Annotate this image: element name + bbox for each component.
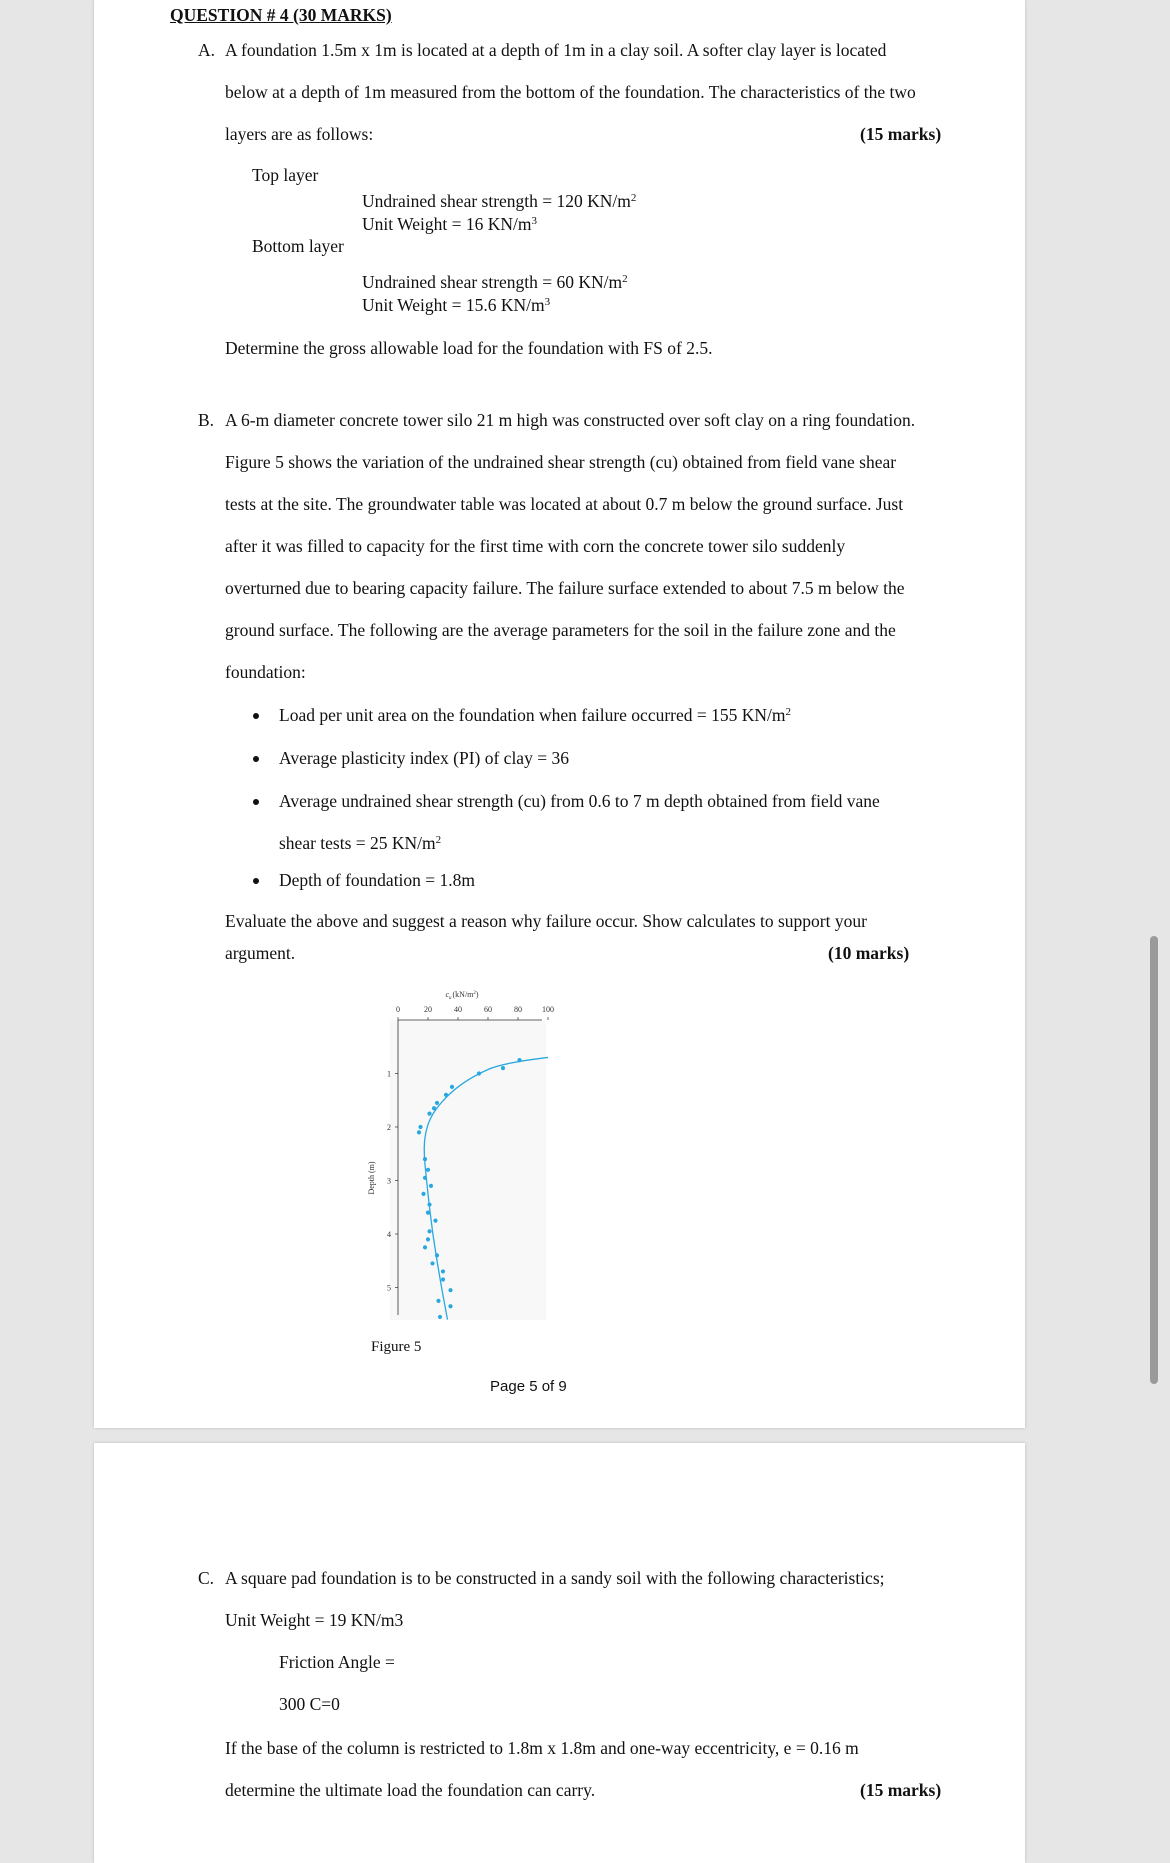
bullet-cu-line-1: Average undrained shear strength (cu) from 0.6 to 7 m depth obtained from field vane [279,791,880,811]
part-a-label: A. [198,40,216,60]
y-tick-label-5: 5 [387,1283,391,1293]
part-c-line-2: Unit Weight = 19 KN/m3 [225,1610,404,1630]
bullet-dot [253,713,259,719]
y-tick-label-2: 2 [387,1123,391,1132]
data-point-14 [429,1184,433,1188]
vertical-scrollbar[interactable] [1150,936,1158,1384]
part-b-eval-line-2: argument. [225,943,296,963]
part-a-line-3: layers are as follows: [225,124,374,144]
part-b-line-5: overturned due to bearing capacity failure. The failure surface extended to about 7.5 m below the [225,578,905,598]
part-b-line-1: A 6-m diameter concrete tower silo 21 m high was constructed over soft clay on a ring foundation. [225,410,916,430]
bullet-dot [253,878,259,884]
data-point-15 [421,1192,425,1196]
part-a-line-1: A foundation 1.5m x 1m is located at a depth of 1m in a clay soil. A softer clay layer is located [225,40,887,60]
part-a-marks: (15 marks) [860,124,942,144]
part-c-line-4: 300 C=0 [279,1694,340,1714]
x-tick-label-20: 20 [424,1005,432,1014]
x-tick-label-60: 60 [484,1005,492,1014]
figure-5-chart [360,985,600,1340]
document-page-5 [94,0,1025,1428]
x-tick-label-100: 100 [542,1005,554,1014]
data-point-20 [426,1237,430,1241]
part-a-line-2: below at a depth of 1m measured from the bottom of the foundation. The characteristics of the two [225,82,916,102]
part-c-marks: (15 marks) [860,1780,942,1800]
bullet-depth: Depth of foundation = 1.8m [279,870,476,890]
data-point-17 [426,1211,430,1215]
data-point-18 [433,1219,437,1223]
part-c-label: C. [198,1568,215,1588]
page-number: Page 5 of 9 [490,1378,567,1395]
x-axis-title: $c_u(kN/m^2)$ [445,990,479,1001]
y-tick-label-3: 3 [387,1176,391,1186]
data-point-7 [432,1106,436,1110]
bullet-dot [253,756,259,762]
data-point-19 [427,1229,431,1233]
part-c-line-6: determine the ultimate load the foundation can carry. [225,1780,596,1800]
data-point-3 [477,1071,481,1075]
data-point-9 [418,1125,422,1129]
data-point-5 [444,1093,448,1097]
data-point-11 [423,1157,427,1161]
part-a-task: Determine the gross allowable load for the foundation with FS of 2.5. [225,338,713,358]
document-page-6 [94,1443,1025,1863]
x-tick-label-80: 80 [514,1005,522,1014]
data-point-29 [438,1315,442,1319]
top-layer-unit-weight: Unit Weight = 16 $KN/m^3$ [362,214,538,234]
part-b-label: B. [198,410,215,430]
data-point-16 [427,1202,431,1206]
part-b-line-2: Figure 5 shows the variation of the undrained shear strength (cu) obtained from field vane shear [225,452,897,472]
data-point-26 [448,1288,452,1292]
data-point-12 [426,1168,430,1172]
y-axis-title: Depth (m) [367,1161,376,1195]
bullet-cu-line-2: shear tests = 25 $KN/m^2$ [279,833,442,853]
plot-background [390,1020,546,1320]
part-b-line-4: after it was filled to capacity for the first time with corn the concrete tower silo suddenly [225,536,846,556]
x-tick-label-0: 0 [396,1005,400,1014]
x-tick-label-40: 40 [454,1005,462,1014]
top-layer-cu: Undrained shear strength = 120 $KN/m^2$ [362,191,637,211]
data-point-24 [441,1269,445,1273]
data-point-25 [441,1277,445,1281]
bottom-layer-unit-weight: Unit Weight = 15.6 $KN/m^3$ [362,295,551,315]
part-b-line-3: tests at the site. The groundwater table was located at about 0.7 m below the ground surface. Just [225,494,904,514]
part-b-line-6: ground surface. The following are the average parameters for the soil in the failure zone and the [225,620,896,640]
y-tick-label-1: 1 [387,1069,391,1079]
part-c-line-5: If the base of the column is restricted to 1.8m x 1.8m and one-way eccentricity, e = 0.16 m [225,1738,859,1758]
part-c-line-1: A square pad foundation is to be constructed in a sandy soil with the following characteristics; [225,1568,885,1588]
data-point-2 [501,1066,505,1070]
bullet-dot [253,799,259,805]
part-b-marks: (10 marks) [828,943,910,963]
part-b-eval-line-1: Evaluate the above and suggest a reason why failure occur. Show calculates to support your [225,911,867,931]
y-tick-label-4: 4 [387,1230,391,1239]
data-point-6 [435,1101,439,1105]
data-point-1 [517,1058,521,1062]
data-point-21 [423,1245,427,1249]
data-point-4 [450,1085,454,1089]
question-title: QUESTION # 4 (30 MARKS) [170,5,392,25]
data-point-28 [448,1304,452,1308]
bottom-layer-cu: Undrained shear strength = 60 $KN/m^2$ [362,272,628,292]
bullet-plasticity: Average plasticity index (PI) of clay = 36 [279,748,569,768]
data-point-22 [435,1253,439,1257]
top-layer-label: Top layer [252,165,319,185]
part-b-line-7: foundation: [225,662,306,682]
bottom-layer-label: Bottom layer [252,236,344,256]
data-point-13 [423,1176,427,1180]
figure-caption: Figure 5 [371,1339,422,1355]
part-c-line-3: Friction Angle = [279,1652,395,1672]
data-point-10 [417,1130,421,1134]
data-point-8 [427,1112,431,1116]
data-point-27 [436,1299,440,1303]
data-point-23 [430,1261,434,1265]
bullet-load: Load per unit area on the foundation when failure occurred = 155 $KN/m^2$ [279,705,792,725]
